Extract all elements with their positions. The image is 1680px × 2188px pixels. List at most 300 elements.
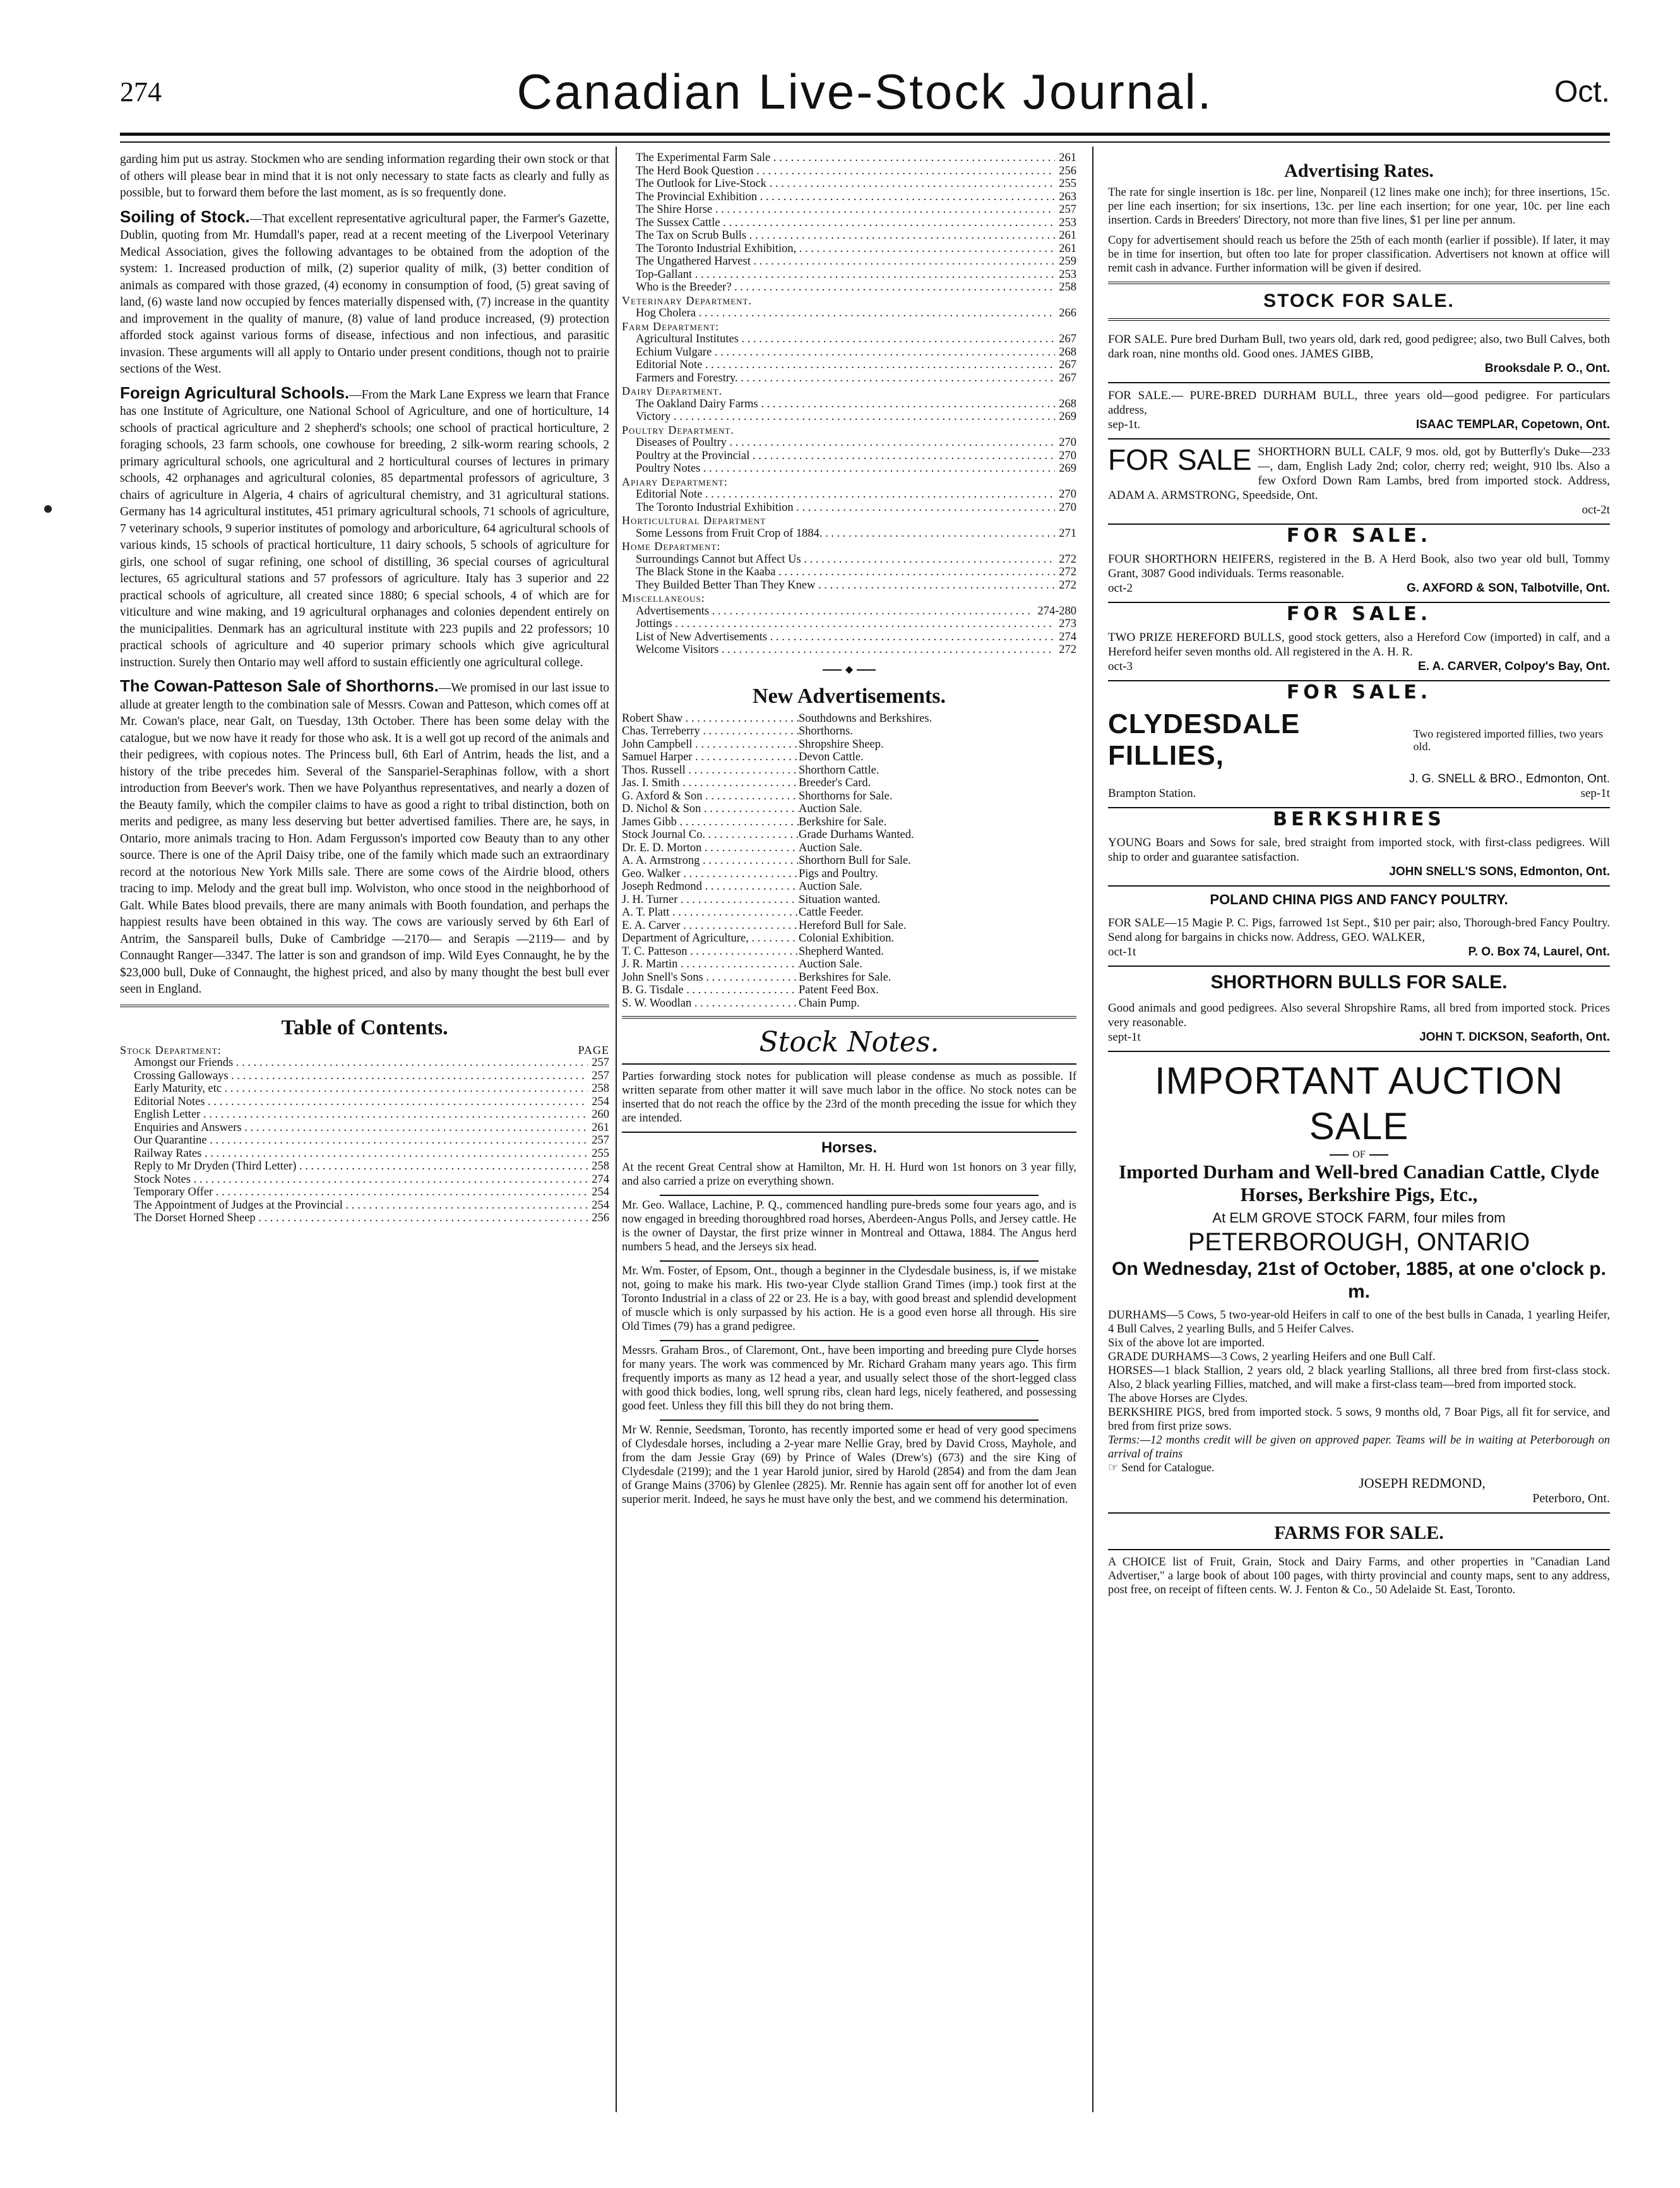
toc-entry-page: 272 (1059, 578, 1076, 592)
adv-rates-text: Copy for advertisement should reach us before the 25th of each month (earlier if possible). If later, it may be in time for insertion, but often too late for proper classification. Advertisers not known at office will remit cash in advance. Further information will be given if desired. (1108, 234, 1610, 275)
toc-entry-label: The Black Stone in the Kaaba . . . (636, 566, 1055, 579)
toc-entry (622, 398, 1076, 411)
toc-entry (622, 281, 1076, 294)
new-ad-item: Shorthorns. (799, 725, 853, 738)
toc-entry-page: 261 (1059, 229, 1076, 242)
toc-entry-page: 257 (592, 1056, 609, 1069)
toc-entry (120, 1199, 609, 1212)
toc-entry-page: 256 (1059, 164, 1076, 177)
toc-category: Farm Department: (622, 320, 720, 333)
auction-title: IMPORTANT AUCTION SALE (1154, 1060, 1564, 1147)
new-ad-item: Grade Durhams Wanted. (799, 828, 914, 841)
stock-notes-intro: Parties forwarding stock notes for publication will please condense as much as possible. If written separate from other matter it will save much labor in the office. No stock notes can be inserted that do not reach the office by the 23rd of the month preceding the issue for which they are intended. (622, 1070, 1076, 1125)
toc-entry (120, 1082, 609, 1096)
stock-note: Messrs. Graham Bros., of Claremont, Ont., have been importing and breeding pure Clyde horses for many years. The work was commenced by Mr. Richard Graham many years ago. This firm frequently imports as many as 12 head a year, and usually select those of the short-legged class with good thick bodies, long, well sprung ribs, clean hard legs, nicely feathered, and possessing good feet. Unless they fill this bill they do not bring them. (622, 1344, 1076, 1413)
toc-entry-page: 253 (1059, 216, 1076, 229)
auction-signature-place: Peterboro, Ont. (1532, 1492, 1610, 1505)
toc-entry-label: The Toronto Industrial Exhibition, . . . (636, 242, 1055, 256)
new-ad-advertiser: Samuel Harper . . . (622, 751, 799, 764)
toc-entry-page: 268 (1059, 397, 1076, 410)
ad-date: oct-2 (1108, 582, 1133, 595)
column-divider (616, 146, 617, 2112)
toc-entry (622, 217, 1076, 230)
toc-category: Home Department: (622, 540, 721, 553)
pointing-hand-icon: ☞ (1108, 1462, 1122, 1474)
toc-entry (120, 1147, 609, 1161)
column-divider (1092, 146, 1093, 2112)
new-ad-advertiser: Dr. E. D. Morton . . . (622, 842, 799, 855)
new-ad-entry (622, 997, 1076, 1010)
new-ad-entry (622, 854, 1076, 868)
toc-entry-page: 267 (1059, 359, 1076, 371)
new-ad-advertiser: Thos. Russell . . . (622, 764, 799, 777)
ad-date: oct-2t (1582, 503, 1610, 517)
ad-signature: JOHN T. DICKSON, Seaforth, Ont. (1419, 1031, 1610, 1044)
new-ads-list (622, 712, 1076, 1010)
toc-entry (120, 1070, 609, 1083)
toc-entry (622, 333, 1076, 346)
toc-entry (622, 359, 1076, 372)
auction-of (1108, 1149, 1610, 1161)
new-ad-entry (622, 816, 1076, 829)
horses-notes (622, 1161, 1076, 1507)
toc-category: Stock Department: (120, 1043, 222, 1056)
note-divider (660, 1260, 1039, 1262)
new-ad-entry (622, 828, 1076, 842)
toc-entry-page: 269 (1059, 462, 1076, 475)
new-ad-item: Shepherd Wanted. (799, 945, 884, 958)
page-number: 274 (120, 76, 162, 107)
new-ad-item: Colonial Exhibition. (799, 932, 895, 945)
cowan-patteson-article (120, 678, 609, 998)
toc-entry (622, 618, 1076, 631)
toc-entry (622, 410, 1076, 424)
new-ad-entry (622, 712, 1076, 726)
new-ad-advertiser: John Snell's Sons . . . (622, 971, 799, 984)
toc-entry-label: Hog Cholera . . . (636, 307, 1055, 320)
auction-text: HORSES—1 black Stallion, 2 years old, 2 black yearling Stallions, all three bred from first-class stock. Also, 2 black yearling Fillies, matched, and will make a first-class team—bred from imported stock. (1108, 1365, 1610, 1391)
new-ad-advertiser: A. T. Platt . . . (622, 906, 799, 919)
toc-page-label: PAGE (578, 1043, 609, 1056)
toc-entry (120, 1108, 609, 1121)
toc-entry-label: The Shire Horse . . . (636, 203, 1055, 217)
toc-entry (622, 631, 1076, 644)
toc-entry-label: Crossing Galloways . . . (134, 1070, 588, 1083)
ad-carver (1108, 625, 1610, 681)
auction-text: Six of the above lot are imported. (1108, 1337, 1265, 1349)
new-ad-entry (622, 880, 1076, 894)
toc-entry-page: 266 (1059, 307, 1076, 320)
new-ad-advertiser: Robert Shaw . . . (622, 712, 799, 726)
ad-signature: ISAAC TEMPLAR, Copetown, Ont. (1415, 418, 1610, 431)
toc-entry-page: 261 (1059, 242, 1076, 255)
toc-entry (120, 1173, 609, 1187)
ad-text: FOUR SHORTHORN HEIFERS, registered in the B. A Herd Book, also two year old bull, Tommy Grant, 3087 Good individuals. Terms reasonable. (1108, 553, 1610, 580)
toc-entry (622, 346, 1076, 359)
toc-entry-page: 255 (1059, 177, 1076, 190)
for-sale-heading: FOR SALE. (1286, 603, 1432, 625)
toc-category: Poultry Department. (622, 423, 734, 436)
new-ad-advertiser: B. G. Tisdale . . . (622, 984, 799, 997)
ad-gibb (1108, 327, 1610, 383)
new-ad-advertiser: James Gibb . . . (622, 816, 799, 829)
toc-entry-page: 273 (1059, 618, 1076, 630)
toc-entry-label: The Oakland Dairy Farms . . . (636, 398, 1055, 411)
new-ad-item: Shropshire Sheep. (799, 738, 884, 751)
ad-text: YOUNG Boars and Sows for sale, bred straight from imported stock, with first-class pedigrees. Will ship to order and guarantee satisfaction. (1108, 836, 1610, 864)
toc-category: Dairy Department. (622, 385, 723, 397)
new-ad-entry (622, 842, 1076, 855)
new-ad-advertiser: E. A. Carver . . . (622, 919, 799, 933)
auction-catalogue-text: Send for Catalogue. (1121, 1462, 1215, 1474)
ad-snell-fillies (1108, 703, 1610, 808)
article-body: —From the Mark Lane Express we learn that France has one Institute of Agriculture, one National School of Agriculture, and one of horticulture, 14 schools of practical agriculture and 2 shepherd's schools; one school of practical horticulture, 2 foraging schools, 23 farm schools, one cowhouse for breeding, 2 silk-worm rearing schools, 2 primary agricultural schools, one agricultural and 2 horticultural courses of lectures in primary schools, 42 orphanages and agricultural colonies, 85 departmental professors of agriculture, 3 chairs of agriculture in Algeria, 4 chairs of agricultural chemistry, and 31 agricultural stations. Germany has 14 agricultural institutes, 451 primary agricultural schools, 71 schools of agriculture, 7 veterinary schools, 9 superior institutes of pomology and arboriculture, 64 agricultural schools of various kinds, 15 schools of practical horticulture, 11 dairy schools, 5 schools of agriculture for girls, one school of sugar refining, one school of distilling, 36 special courses of agricultural lectures, 65 agricultural stations and 57 professors of agriculture. Italy has 3 superior and 22 practical schools of agriculture, all created since 1880; 6 special schools, 4 of which are for viticulture and wine making, and 19 agricultural orphanages and colonies dependent entirely on the municipalities. Denmark has an agricultural institute with 223 pupils and 22 professors; 10 practical schools of agriculture and 40 superior primary schools which give agricultural instruction. Surely then Ontario may well afford to sustain efficiently one agricultural college. (120, 388, 609, 669)
toc-entry-label: Who is the Breeder? . . . (636, 281, 1055, 294)
ad-signature-row (1108, 417, 1610, 432)
shorthorn-bulls-heading: SHORTHORN BULLS FOR SALE. (1210, 972, 1508, 993)
stock-note: Mr W. Rennie, Seedsman, Toronto, has recently imported some er head of very good specimens of Clydesdale horses, including a 2-year mare Nellie Gray, bred by David Cross, Mayhole, and from the dam Jessie Gray (69) by Prince of Wales (Drew's) (673) and the sire King of Clydesdale (2199); and the 1 year Harold junior, sired by Harold (2854) and from the dam Jean of Grange Mains (3706) by Glenlee (2825). Mr. Rennie has again sent off for another lot of even superior merit. Indeed, he says he must have only the best, and we commend his determination. (622, 1424, 1076, 1506)
new-ad-advertiser: J. H. Turner . . . (622, 894, 799, 907)
toc-entry-label: Stock Notes . . . (134, 1173, 588, 1187)
toc-entry-label: The Dorset Horned Sheep . . . (134, 1212, 588, 1225)
new-ad-entry (622, 945, 1076, 959)
toc-entry-page: 272 (1059, 553, 1076, 566)
toc-entry (120, 1056, 609, 1070)
toc-entry-label: Top-Gallant . . . (636, 268, 1055, 282)
stock-for-sale-title: STOCK FOR SALE. (1263, 290, 1455, 311)
toc-entry-label: Railway Rates . . . (134, 1147, 588, 1161)
toc-entry-page: 274 (1059, 630, 1076, 643)
ad-signature-row (1108, 945, 1610, 959)
toc-category: Horticultural Department (622, 514, 766, 527)
article-body: —We promised in our last issue to allude at greater length to the combination sale of Messrs. Cowan and Patteson, which comes off at Mr. Cowan's place, near Galt, on Tuesday, 13th October. There has been some delay with the catalogue, but we now have it ready for those who ask. It is a well got up record of the animals and their pedigrees, with copious notes. The Princess bull, 6th Earl of Antrim, heads the list, and a history of the tribe precedes him. Several of the Sanspariel-Seraphinas follow, with a short introduction from Beever's work. Then we have Polyanthus representatives, and nearly a dozen of the Beauty family, which the compiler claims to have as good a right to tribal distinction, both on merits and pedigree, as many less deserving but better advertised families. There are, he says, in Ontario, more animals tracing to Hon. Adam Fergusson's imported cow Beauty than to any other source. There is one of the April Daisy tribe, one of the family which made such an extraordinary record at the notorious New York Mills sale. There are some cows of the Airdrie blood, others tracing to imp. Melody and the great bull imp. Wolviston, who once stood in the neighborhood of Galt. While Bates blood prevails, there are many animals with Booth foundation, and perhaps the happiest results have been obtained in this way. The cows are variously served by 6th Earl of Antrim, the Sanspareil bulls, Duke of Cambridge —2170— and Serapis —2119— and by Connaught Ranger—3347. The latter is son and grandson of imp. Wild Eyes Connaught, he by the $23,000 bull, Duke of Connaught, the highest priced, and also by many thought the best bull ever seen in England. (120, 681, 609, 996)
ad-signature: J. G. SNELL & BRO., Edmonton, Ont. (1409, 772, 1610, 786)
section-rule (1108, 1549, 1610, 1550)
auction-text: DURHAMS—5 Cows, 5 two-year-old Heifers in calf to one of the best bulls in Canada, 1 yearling Heifer, 4 Bull Calves, 2 yearling Bulls, and 5 Heifer Calves. (1108, 1309, 1610, 1336)
soiling-article (120, 208, 609, 378)
section-rule (622, 1132, 1076, 1133)
toc-entry-label: The Herd Book Question . . . (636, 165, 1055, 178)
toc-entry-page: 260 (592, 1108, 609, 1121)
toc-entry (120, 1186, 609, 1199)
toc-entry (622, 501, 1076, 515)
ad-signature: Brooksdale P. O., Ont. (1484, 362, 1610, 375)
new-ad-item: Auction Sale. (799, 880, 862, 893)
section-rule (120, 1005, 609, 1007)
toc-category: Veterinary Department. (622, 294, 752, 307)
ad-text: FOR SALE.— PURE-BRED DURHAM BULL, three years old—good pedigree. For particulars address, (1108, 389, 1610, 417)
toc-entry (622, 579, 1076, 592)
new-ad-advertiser: T. C. Patteson . . . (622, 945, 799, 959)
toc-entry-page: 257 (592, 1134, 609, 1147)
new-ad-item: Devon Cattle. (799, 751, 864, 763)
toc-entry-page: 272 (1059, 643, 1076, 656)
toc-entry-label: Editorial Note . . . (636, 359, 1055, 372)
ad-heading-row (1108, 708, 1610, 772)
berkshires-heading: BERKSHIRES (1273, 808, 1445, 830)
auction-terms: Terms:—12 months credit will be given on approved paper. Teams will be in waiting at Peterborough on arrival of trains (1108, 1434, 1610, 1461)
toc-entry-page: 259 (1059, 255, 1076, 268)
note-divider (660, 1195, 1039, 1196)
article-body: —That excellent representative agricultural paper, the Farmer's Gazette, Dublin, quoting from Mr. Humdall's paper, read at a recent meeting of the Liverpool Veterinary Medical Association, gives the following advantages to be obtained from the adoption of the system: 1. Increased production of milk, (2) superior quality of milk, (3) better condition of animals as compared with those grazed, (4) economy in consumption of food, (5) great saving of land, (6) waste land now occupied by fences materially dispensed with, (7) increase in the quantity and improvement in the quality of manure, (8) value of land produce increased, (9) protection afforded stock against various forms of disease, infectious and non infectious, and parasitic invasion. These arguments will all apply to Ontario under present conditions, though not to prairie sections of the West. (120, 212, 609, 376)
toc-entry-label: Poultry Notes . . . (636, 462, 1055, 475)
toc-entry-label: Editorial Notes . . . (134, 1096, 588, 1109)
note-divider (660, 1340, 1039, 1341)
toc-entry-label: Farmers and Forestry. . . . (636, 372, 1055, 385)
toc-entry-label: Amongst our Friends . . . (134, 1056, 588, 1070)
for-sale-heading: FOR SALE. (1286, 681, 1432, 703)
toc-entry-page: 267 (1059, 371, 1076, 385)
toc-entry (622, 566, 1076, 579)
toc-entry-label: Reply to Mr Dryden (Third Letter) . . . (134, 1160, 588, 1173)
ad-date: sep-1t. (1108, 418, 1141, 431)
toc-entry-page: 270 (1059, 488, 1076, 501)
toc-category: Miscellaneous: (622, 592, 705, 604)
auction-place: PETERBOROUGH, ONTARIO (1188, 1228, 1530, 1256)
new-ad-advertiser: Geo. Walker . . . (622, 868, 799, 881)
stock-note: At the recent Great Central show at Hamilton, Mr. H. H. Hurd won 1st honors on 3 year filly, and also carried a prize on everything shown. (622, 1161, 1076, 1188)
stock-note: Mr. Geo. Wallace, Lachine, P. Q., commenced handling pure-breds some four years ago, and is now engaged in breeding thoroughbred road horses, Aberdeen-Angus Polls, and Jersey cattle. He is the owner of Daystar, the first prize winner in Montreal and Ottawa, 1884. The Angus herd numbers 5 head, and the Jerseys six head. (622, 1199, 1076, 1253)
toc-entry (622, 242, 1076, 256)
new-ad-entry (622, 984, 1076, 997)
toc-entry-page: 261 (592, 1121, 609, 1134)
auction-text: The above Horses are Clydes. (1108, 1392, 1248, 1405)
new-ad-advertiser: S. W. Woodlan . . . (622, 997, 799, 1010)
ad-text-wrap (1108, 445, 1610, 503)
new-ad-advertiser: Stock Journal Co. . . . (622, 828, 799, 842)
toc-entry-label: Enquiries and Answers . . . (134, 1121, 588, 1135)
ad-place: Brampton Station. (1108, 787, 1196, 800)
toc-entry-label: They Builded Better Than They Knew . . . (636, 579, 1055, 592)
toc-entry (622, 643, 1076, 657)
toc-entry-label: Poultry at the Provincial . . . (636, 450, 1055, 463)
new-ad-item: Berkshire for Sale. (799, 815, 887, 828)
auction-date: On Wednesday, 21st of October, 1885, at one o'clock p. m. (1112, 1258, 1606, 1302)
toc-entry-label: English Letter . . . (134, 1108, 588, 1121)
new-ad-advertiser: Joseph Redmond . . . (622, 880, 799, 894)
toc-entry-page: 257 (592, 1069, 609, 1082)
toc-departments (622, 294, 1076, 657)
toc-entry-label: Surroundings Cannot but Affect Us . . . (636, 553, 1055, 566)
ad-side-text: Two registered imported fillies, two years old. (1413, 727, 1604, 753)
adv-rates-text: The rate for single insertion is 18c. per line, Nonpareil (12 lines make one inch); for three insertions, 15c. per line each insertion; for six insertions, 13c. per line each insertion; for one year, 10c. per line each insertion. Cards in Breeders' Directory, not more than five lines, $1 per line per annum. (1108, 186, 1610, 227)
new-ad-entry (622, 777, 1076, 790)
toc-entry-page: 263 (1059, 190, 1076, 203)
toc-header (120, 1044, 609, 1057)
ad-signature: E. A. CARVER, Colpoy's Bay, Ont. (1418, 660, 1610, 673)
ad-templar (1108, 383, 1610, 439)
toc-title: Table of Contents. (281, 1015, 448, 1039)
new-ad-item: Auction Sale. (799, 958, 862, 971)
toc-entry (622, 372, 1076, 385)
ad-text: FOR SALE—15 Magie P. C. Pigs, farrowed 1st Sept., $10 per pair; also, Thorough-bred Fancy Poultry. Send along for bargains in chicks now. Address, GEO. WALKER, (1108, 916, 1610, 944)
ad-text: TWO PRIZE HEREFORD BULLS, good stock getters, also a Hereford Cow (imported) in calf, and a Hereford heifer seven months old. All registered in the A. H. R. (1108, 631, 1610, 659)
new-ad-advertiser: D. Nichol & Son . . . (622, 803, 799, 816)
auction-signature: JOSEPH REDMOND, (1359, 1475, 1486, 1491)
foreign-schools-article (120, 385, 609, 672)
toc-entry-label: The Outlook for Live-Stock . . . (636, 177, 1055, 191)
toc-entry-label: The Sussex Cattle . . . (636, 217, 1055, 230)
toc-entry-label: Temporary Offer . . . (134, 1186, 588, 1199)
toc-entry (622, 488, 1076, 501)
toc-entry (622, 462, 1076, 475)
toc-entry-page: 254 (592, 1095, 609, 1108)
new-ad-item: Pigs and Poultry. (799, 867, 878, 880)
new-ads-title: New Advertisements. (753, 684, 946, 708)
horses-heading: Horses. (821, 1139, 878, 1156)
toc-entry (120, 1134, 609, 1147)
new-ad-item: Chain Pump. (799, 996, 860, 1010)
toc-entry (622, 203, 1076, 217)
new-ad-item: Shorthorn Bull for Sale. (799, 854, 911, 867)
toc-entry (622, 255, 1076, 268)
new-ad-entry (622, 764, 1076, 777)
toc-list (120, 1056, 609, 1225)
new-ad-advertiser: J. R. Martin . . . (622, 958, 799, 971)
ad-snell-berkshires (1108, 830, 1610, 887)
new-ad-item: Situation wanted. (799, 893, 881, 906)
poland-china-heading: POLAND CHINA PIGS AND FANCY POULTRY. (1210, 892, 1508, 907)
toc-entry-page: 258 (592, 1160, 609, 1173)
toc-entry-label: Agricultural Institutes . . . (636, 333, 1055, 346)
ad-axford (1108, 547, 1610, 603)
new-ad-entry (622, 919, 1076, 933)
new-ad-entry (622, 790, 1076, 803)
intro-paragraph: garding him put us astray. Stockmen who are sending information regarding their own stock or that of others will please bear in mind that it is not only necessary to state facts as clearly and fully as possible, but to forward them before the last moment, as is so frequently done. (120, 153, 609, 200)
new-ad-item: Patent Feed Box. (799, 984, 879, 996)
toc-entry-page: 270 (1059, 501, 1076, 514)
toc-entry (622, 165, 1076, 178)
toc-entry-page: 255 (592, 1147, 609, 1160)
section-rule (622, 1016, 1076, 1019)
article-heading: The Cowan-Patteson Sale of Shorthorns. (120, 676, 439, 695)
column-right (1108, 152, 1610, 2150)
new-ad-advertiser: Chas. Terreberry . . . (622, 725, 799, 738)
toc-entry-label: Echium Vulgare . . . (636, 346, 1055, 359)
auction-text: BERKSHIRE PIGS, bred from imported stock. 5 sows, 9 months old, 7 Boar Pigs, all fit for service, and bred from first prize sows. (1108, 1406, 1610, 1433)
toc-list-continued (622, 152, 1076, 294)
margin-speck (44, 505, 52, 513)
article-heading: Soiling of Stock. (120, 206, 250, 226)
toc-entry-page: 254 (592, 1199, 609, 1212)
toc-entry (622, 229, 1076, 242)
ad-text: SHORTHORN BULL CALF, 9 mos. old, got by Butterfly's Duke—233—, dam, English Lady 2nd; color, cherry red; weight, 910 lbs. Also a few Oxford Down Ram Lambs, bred from imported stock. Address, ADAM A. ARMSTRONG, Speedside, Ont. (1108, 445, 1610, 502)
ad-date: oct-3 (1108, 660, 1133, 673)
new-ad-entry (622, 738, 1076, 751)
new-ad-item: Auction Sale. (799, 803, 862, 815)
toc-entry-label: Advertisements . . . (636, 605, 1034, 618)
toc-entry (622, 436, 1076, 450)
ad-big-heading: CLYDESDALE FILLIES, (1108, 708, 1301, 771)
toc-entry-page: 258 (592, 1082, 609, 1095)
toc-entry-label: Jottings . . . (636, 618, 1055, 631)
toc-entry-page: 271 (1059, 527, 1076, 540)
page-header (120, 44, 1610, 139)
toc-entry-label: Early Maturity, etc . . . (134, 1082, 588, 1096)
note-divider (660, 1420, 1039, 1421)
toc-category: Apiary Department: (622, 475, 728, 488)
toc-entry-label: The Appointment of Judges at the Provincial . . . (134, 1199, 588, 1212)
toc-entry-label: Welcome Visitors . . . (636, 643, 1055, 657)
new-ad-item: Shorthorns for Sale. (799, 789, 893, 803)
new-ad-entry (622, 958, 1076, 971)
toc-entry (622, 152, 1076, 165)
ad-date: sep-1t (1580, 787, 1610, 800)
toc-entry-page: 272 (1059, 566, 1076, 578)
toc-entry-label: The Toronto Industrial Exhibition . . . (636, 501, 1055, 515)
new-ad-entry (622, 803, 1076, 816)
toc-entry-label: Our Quarantine . . . (134, 1134, 588, 1147)
ad-signature: P. O. Box 74, Laurel, Ont. (1468, 945, 1610, 959)
ad-dickson (1108, 996, 1610, 1052)
toc-entry-page: 258 (1059, 281, 1076, 294)
toc-entry (120, 1212, 609, 1225)
toc-entry (622, 527, 1076, 541)
new-ad-entry (622, 894, 1076, 907)
toc-entry-page: 257 (1059, 203, 1076, 216)
new-ad-item: Cattle Feeder. (799, 906, 864, 919)
toc-entry-page: 254 (592, 1186, 609, 1199)
ad-signature: G. AXFORD & SON, Talbotville, Ont. (1407, 582, 1610, 595)
new-ad-entry (622, 868, 1076, 881)
toc-entry-page: 270 (1059, 436, 1076, 449)
toc-entry (622, 191, 1076, 204)
ad-walker (1108, 911, 1610, 967)
ad-signature-row (1108, 581, 1610, 595)
journal-title: Canadian Live-Stock Journal. (516, 64, 1213, 119)
auction-text: GRADE DURHAMS—3 Cows, 2 yearling Heifers and one Bull Calf. (1108, 1351, 1436, 1363)
new-ad-advertiser: Jas. I. Smith . . . (622, 777, 799, 790)
toc-entry-page: 269 (1059, 410, 1076, 423)
ornament-rule: ◆ (622, 663, 1076, 676)
auction-location: At ELM GROVE STOCK FARM, four miles from (1212, 1210, 1506, 1226)
new-ad-item: Southdowns and Berkshires. (799, 712, 932, 725)
stock-notes-title: Stock Notes. (759, 1026, 939, 1058)
new-ad-item: Hereford Bull for Sale. (799, 919, 907, 932)
ad-date: oct-1t (1108, 945, 1136, 959)
column-left (120, 152, 609, 2150)
new-ad-advertiser: G. Axford & Son . . . (622, 790, 799, 803)
toc-entry-page: 268 (1059, 345, 1076, 359)
article-heading: Foreign Agricultural Schools. (120, 383, 350, 402)
adv-rates-title: Advertising Rates. (1284, 160, 1434, 181)
ad-text: FOR SALE. Pure bred Durham Bull, two years old, dark red, good pedigree; also, two Bull Calves, both dark roan, nine months old. Good ones. JAMES GIBB, (1108, 333, 1610, 361)
issue-month: Oct. (1554, 75, 1610, 109)
ad-text: Good animals and good pedigrees. Also several Shropshire Rams, all bred from imported stock. Prices very reasonable. (1108, 1001, 1610, 1029)
auction-ad (1108, 1052, 1610, 1514)
toc-entry-label: The Provincial Exhibition . . . (636, 191, 1055, 204)
ad-armstrong (1108, 439, 1610, 525)
toc-entry (622, 268, 1076, 282)
section-rule (622, 1063, 1076, 1065)
farms-heading: FARMS FOR SALE. (1274, 1522, 1444, 1543)
toc-entry-page: 274-280 (1037, 604, 1076, 618)
header-rule (120, 133, 1610, 136)
ad-big-heading: FOR SALE (1108, 443, 1252, 476)
new-ad-advertiser: A. A. Armstrong . . . (622, 854, 799, 868)
toc-entry-page: 253 (1059, 268, 1076, 281)
toc-entry (622, 450, 1076, 463)
toc-entry (120, 1160, 609, 1173)
new-ad-item: Breeder's Card. (799, 777, 871, 789)
ad-signature-row (1108, 361, 1610, 376)
toc-entry-page: 267 (1059, 333, 1076, 345)
toc-entry-label: The Experimental Farm Sale . . . (636, 152, 1055, 165)
toc-entry-label: Editorial Note . . . (636, 488, 1055, 501)
auction-lots: Imported Durham and Well-bred Canadian Cattle, Clyde Horses, Berkshire Pigs, Etc., (1119, 1161, 1599, 1205)
toc-entry-page: 256 (592, 1212, 609, 1224)
new-ad-item: Auction Sale. (799, 841, 862, 854)
